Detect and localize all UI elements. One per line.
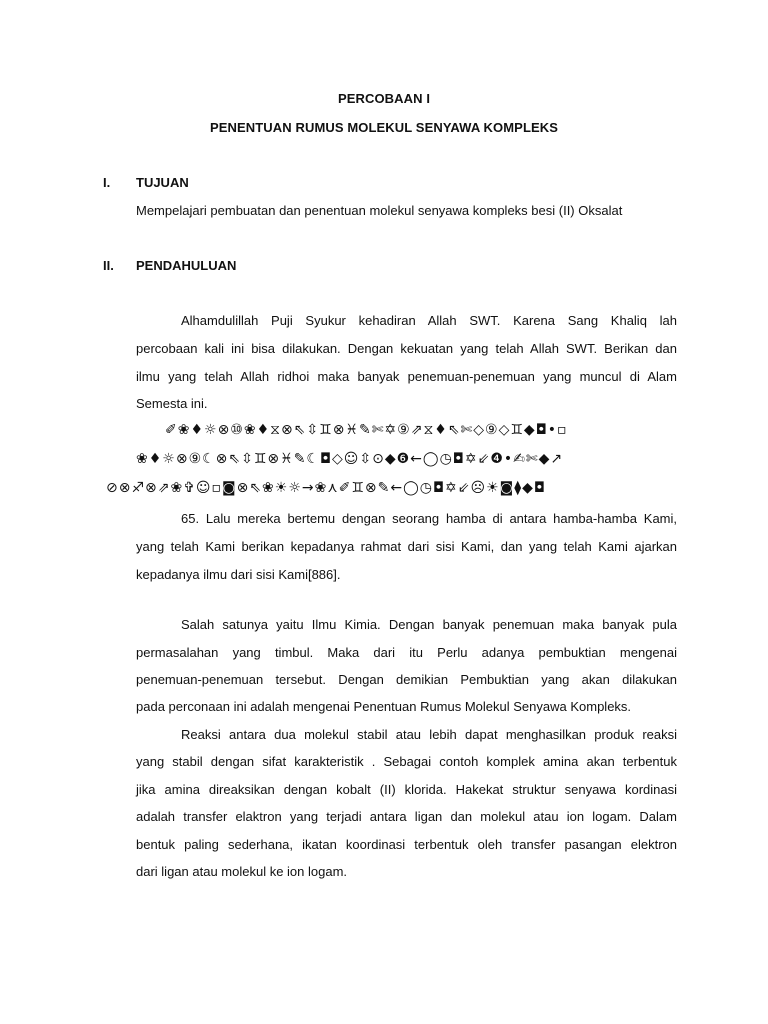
paragraph-line: yang stabil dengan sifat karakteristik . Sebagai contoh komplek amina akan terbentuk (136, 754, 677, 769)
symbol-text-line: ⊘⊗♐⊗⇗❀✞☺▫◙⊗⇖❀☀☼→❀⋏✐♊⊗✎←◯◷◘✡⇙☹☀◙⧫◆◘ (106, 480, 546, 496)
paragraph-line: percobaan kali ini bisa dilakukan. Dengan kekuatan yang telah Allah SWT. Berikan dan (136, 341, 677, 356)
paragraph-line: dari ligan atau molekul ke ion logam. (136, 864, 348, 879)
paragraph-line: penemuan-penemuan tersebut. Dengan demikian Pembuktian yang akan dilakukan (136, 672, 677, 687)
paragraph-line: permasalahan yang timbul. Maka dari itu Perlu adanya pembuktian mengenai (136, 645, 677, 660)
section-heading: PENDAHULUAN (136, 258, 237, 273)
paragraph-line: jika amina direaksikan dengan kobalt (II) klorida. Hakekat struktur senyawa kordinasi (136, 782, 677, 797)
paragraph-line: Salah satunya yaitu Ilmu Kimia. Dengan banyak penemuan maka banyak pula (181, 617, 677, 632)
section-number: I. (103, 175, 111, 190)
symbol-text-line: ❀♦☼⊗⑨☾⊗⇖⇳♊⊗♓✎☾◘◇☺⇳⊙◆❻←◯◷◘✡⇙❹•✍✄◆↗ (136, 451, 564, 467)
paragraph-line: adalah transfer elaktron yang terjadi antara ligan dan molekul atau ion logam. Dalam (136, 809, 677, 824)
paragraph-line: pada perconaan ini adalah mengenai Penentuan Rumus Molekul Senyawa Kompleks. (136, 699, 632, 714)
paragraph-line: bentuk paling sederhana, ikatan koordinasi terbentuk oleh transfer pasangan elektron (136, 837, 677, 852)
paragraph-line: Reaksi antara dua molekul stabil atau lebih dapat menghasilkan produk reaksi (181, 727, 677, 742)
document-subtitle: PENENTUAN RUMUS MOLEKUL SENYAWA KOMPLEKS (209, 120, 559, 135)
document-title: PERCOBAAN I (337, 91, 431, 106)
paragraph-line: ilmu yang telah Allah ridhoi maka banyak penemuan-penemuan yang muncul di Alam (136, 369, 677, 384)
quote-line: 65. Lalu mereka bertemu dengan seorang hamba di antara hamba-hamba Kami, (181, 511, 677, 526)
quote-line: kepadanya ilmu dari sisi Kami[886]. (136, 567, 341, 582)
quote-line: yang telah Kami berikan kepadanya rahmat dari sisi Kami, dan yang telah Kami ajarkan (136, 539, 677, 554)
paragraph-line: Alhamdulillah Puji Syukur kehadiran Allah SWT. Karena Sang Khaliq lah (181, 313, 677, 328)
section-heading: TUJUAN (136, 175, 189, 190)
symbol-text-line: ✐❀♦☼⊗⑩❀♦⧖⊗⇖⇳♊⊗♓✎✄✡⑨⇗⧖♦⇖✄◇⑨◇♊◆◘•▫ (165, 422, 568, 438)
section-number: II. (103, 258, 114, 273)
paragraph-line: Semesta ini. (136, 396, 208, 411)
section-text: Mempelajari pembuatan dan penentuan molekul senyawa kompleks besi (II) Oksalat (136, 203, 623, 218)
